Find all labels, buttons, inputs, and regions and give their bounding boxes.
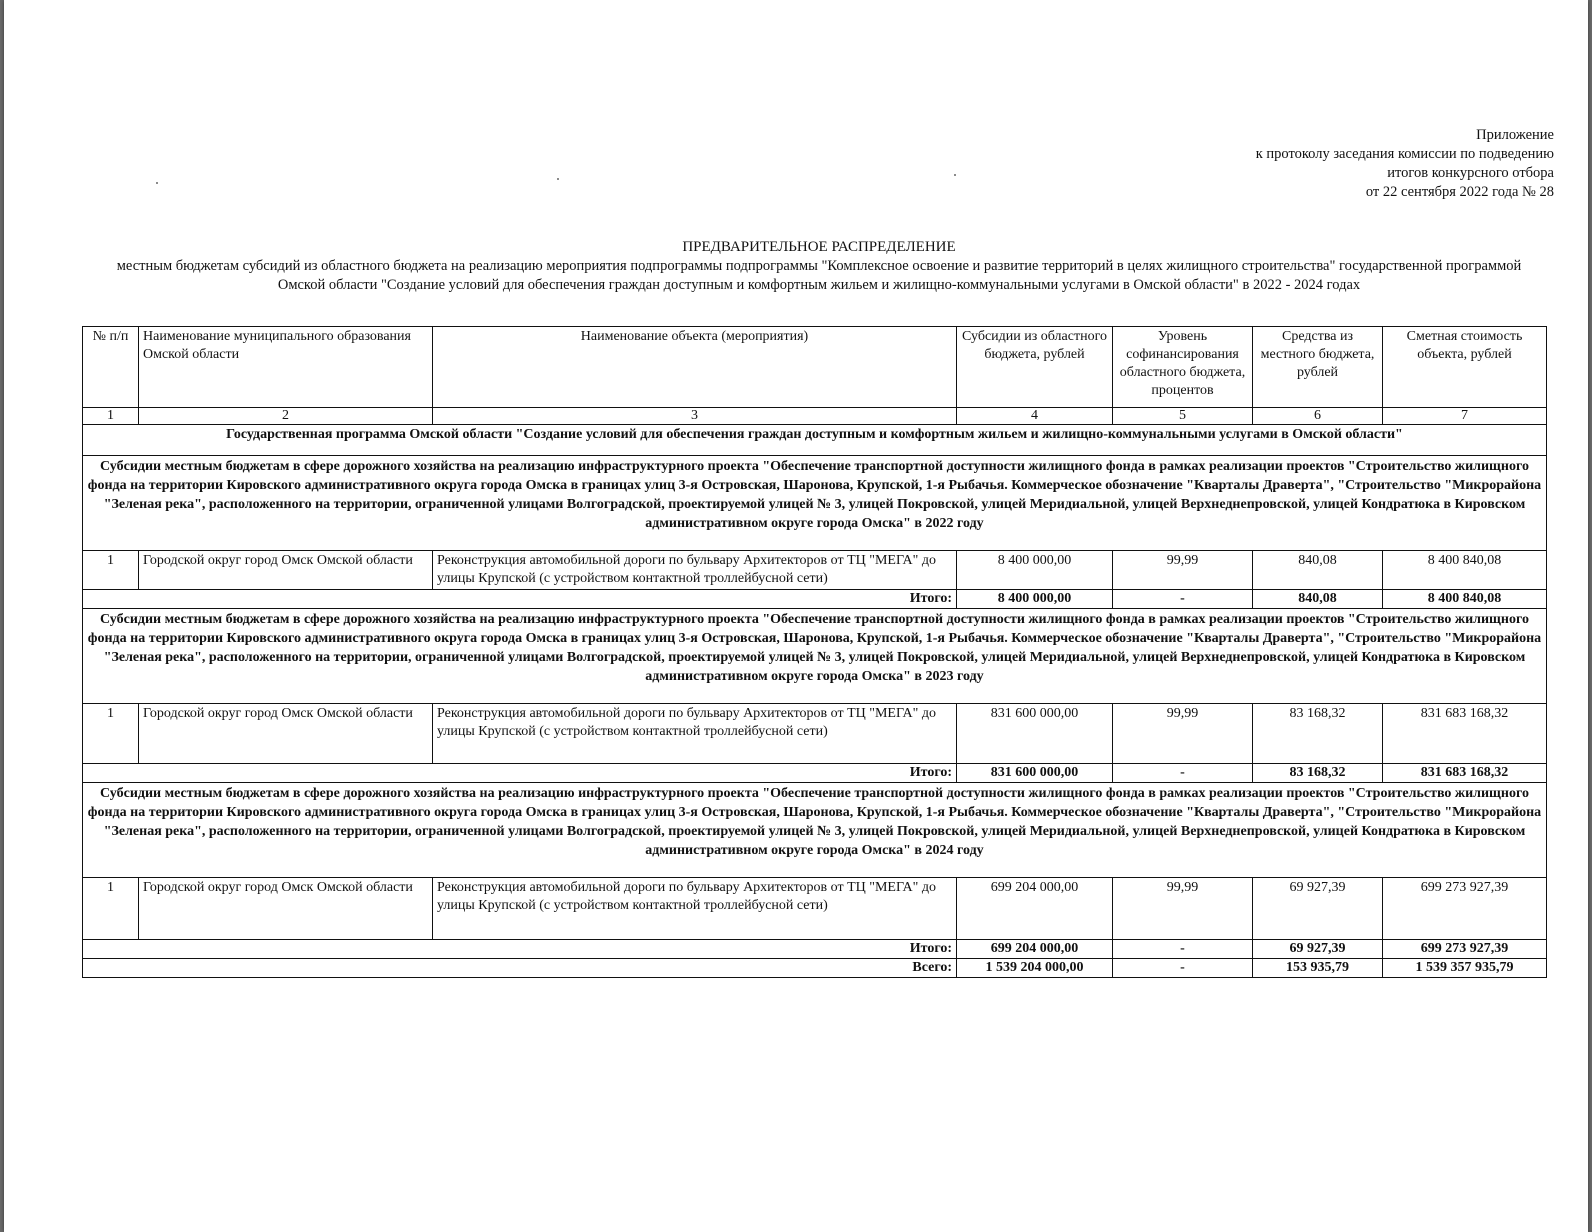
section-title: Субсидии местным бюджетам в сфере дорожного хозяйства на реализацию инфраструктурного проекта "Обеспечение транспортной доступности жилищного фонда в рамках реализации проектов "Строительство жилищного фонда на территории Кировского административного округа города Омска в границах улиц 3-я Островская, Шаронова, Крупской, 1-я Рыбачья. Коммерческое обозначение "Кварталы Драверта", "Строительство "Микрорайона "Зеленая река", расположенного на территории, ограниченной улицами Волгоградской, проектируемой улицей № 3, улицей Покровской, улицей Меридиальной, улицей Верхнеднепровской, улицей Кондратюка в Кировском административном округе города Омска" в 2023 году [83, 609, 1547, 704]
header-cell: Наименование объекта (мероприятия) [433, 327, 957, 408]
municipality-cell: Городской округ город Омск Омской области [139, 704, 433, 764]
table-row [83, 551, 1547, 590]
subtotal-level: - [1113, 940, 1253, 959]
column-number: 5 [1113, 408, 1253, 425]
column-number: 1 [83, 408, 139, 425]
local-funds-cell: 83 168,32 [1253, 704, 1383, 764]
cost-cell: 831 683 168,32 [1383, 704, 1547, 764]
column-number: 7 [1383, 408, 1547, 425]
cost-cell: 699 273 927,39 [1383, 878, 1547, 940]
header-cell: Средства из местного бюджета, рублей [1253, 327, 1383, 408]
local-funds-cell: 840,08 [1253, 551, 1383, 590]
grand-total-level: - [1113, 959, 1253, 978]
scan-speck [557, 178, 559, 180]
subtotal-subsidy: 699 204 000,00 [957, 940, 1113, 959]
appendix-line: к протоколу заседания комиссии по подведению [1255, 146, 1554, 162]
cost-cell: 8 400 840,08 [1383, 551, 1547, 590]
section-title: Субсидии местным бюджетам в сфере дорожного хозяйства на реализацию инфраструктурного проекта "Обеспечение транспортной доступности жилищного фонда в рамках реализации проектов "Строительство жилищного фонда на территории Кировского административного округа города Омска в границах улиц 3-я Островская, Шаронова, Крупской, 1-я Рыбачья. Коммерческое обозначение "Кварталы Драверта", "Строительство "Микрорайона "Зеленая река", расположенного на территории, ограниченной улицами Волгоградской, проектируемой улицей № 3, улицей Покровской, улицей Меридиальной, улицей Верхнеднепровской, улицей Кондратюка в Кировском административном округе города Омска" в 2022 году [83, 456, 1547, 551]
object-cell: Реконструкция автомобильной дороги по бульвару Архитекторов от ТЦ "МЕГА" до улицы Крупской (с устройством контактной троллейбусной сети) [433, 551, 957, 590]
column-number: 4 [957, 408, 1113, 425]
subtotal-local: 840,08 [1253, 590, 1383, 609]
appendix-line: от 22 сентября 2022 года № 28 [1365, 184, 1554, 200]
title-main: ПРЕДВАРИТЕЛЬНОЕ РАСПРЕДЕЛЕНИЕ [682, 239, 956, 255]
subtotal-local: 69 927,39 [1253, 940, 1383, 959]
column-number-row [83, 408, 1547, 425]
subtotal-row [83, 590, 1547, 609]
grand-total-cost: 1 539 357 935,79 [1383, 959, 1547, 978]
subtotal-cost: 8 400 840,08 [1383, 590, 1547, 609]
title-subtitle: местным бюджетам субсидий из областного бюджета на реализацию мероприятия подпрограммы подпрограммы "Комплексное освоение и развитие территорий в целях жилищного строительства" государственной программой [116, 258, 1522, 274]
section-title-row [83, 609, 1547, 704]
distribution-table [82, 326, 1547, 978]
subtotal-level: - [1113, 764, 1253, 783]
subtotal-label: Итого: [83, 940, 957, 959]
column-number: 3 [433, 408, 957, 425]
appendix-line: итогов конкурсного отбора [1387, 165, 1554, 181]
header-cell: Субсидии из областного бюджета, рублей [957, 327, 1113, 408]
header-cell: Наименование муниципального образования Омской области [139, 327, 433, 408]
column-number: 6 [1253, 408, 1383, 425]
grand-total-local: 153 935,79 [1253, 959, 1383, 978]
scan-speck [156, 182, 158, 184]
grand-total-label: Всего: [83, 959, 957, 978]
appendix-line: Приложение [1476, 127, 1554, 143]
table-header-row [83, 327, 1547, 408]
municipality-cell: Городской округ город Омск Омской области [139, 878, 433, 940]
subtotal-subsidy: 8 400 000,00 [957, 590, 1113, 609]
level-cell: 99,99 [1113, 551, 1253, 590]
header-cell: Уровень софинансирования областного бюджета, процентов [1113, 327, 1253, 408]
program-title-row [83, 425, 1547, 456]
scan-speck [954, 174, 956, 176]
subtotal-label: Итого: [83, 590, 957, 609]
subtotal-subsidy: 831 600 000,00 [957, 764, 1113, 783]
section-title-row [83, 456, 1547, 551]
section-title-row [83, 783, 1547, 878]
appendix-note [1256, 126, 1554, 202]
level-cell: 99,99 [1113, 878, 1253, 940]
subtotal-label: Итого: [83, 764, 957, 783]
municipality-cell: Городской округ город Омск Омской области [139, 551, 433, 590]
row-number: 1 [83, 551, 139, 590]
object-cell: Реконструкция автомобильной дороги по бульвару Архитекторов от ТЦ "МЕГА" до улицы Крупской (с устройством контактной троллейбусной сети) [433, 704, 957, 764]
level-cell: 99,99 [1113, 704, 1253, 764]
subtotal-level: - [1113, 590, 1253, 609]
column-number: 2 [139, 408, 433, 425]
document-title [84, 238, 1554, 295]
object-cell: Реконструкция автомобильной дороги по бульвару Архитекторов от ТЦ "МЕГА" до улицы Крупской (с устройством контактной троллейбусной сети) [433, 878, 957, 940]
subtotal-row [83, 764, 1547, 783]
subtotal-cost: 831 683 168,32 [1383, 764, 1547, 783]
header-cell: № п/п [83, 327, 139, 408]
row-number: 1 [83, 704, 139, 764]
section-title: Субсидии местным бюджетам в сфере дорожного хозяйства на реализацию инфраструктурного проекта "Обеспечение транспортной доступности жилищного фонда в рамках реализации проектов "Строительство жилищного фонда на территории Кировского административного округа города Омска в границах улиц 3-я Островская, Шаронова, Крупской, 1-я Рыбачья. Коммерческое обозначение "Кварталы Драверта", "Строительство "Микрорайона "Зеленая река", расположенного на территории, ограниченной улицами Волгоградской, проектируемой улицей № 3, улицей Покровской, улицей Меридиальной, улицей Верхнеднепровской, улицей Кондратюка в Кировском административном округе города Омска" в 2024 году [83, 783, 1547, 878]
subtotal-cost: 699 273 927,39 [1383, 940, 1547, 959]
subsidy-cell: 831 600 000,00 [957, 704, 1113, 764]
grand-total-subsidy: 1 539 204 000,00 [957, 959, 1113, 978]
local-funds-cell: 69 927,39 [1253, 878, 1383, 940]
subtotal-local: 83 168,32 [1253, 764, 1383, 783]
title-subtitle: Омской области "Создание условий для обеспечения граждан доступным и комфортным жильем и жилищно-коммунальными услугами в Омской области" в 2022 - 2024 годах [277, 277, 1361, 293]
subsidy-cell: 8 400 000,00 [957, 551, 1113, 590]
subsidy-cell: 699 204 000,00 [957, 878, 1113, 940]
table-row [83, 878, 1547, 940]
grand-total-row [83, 959, 1547, 978]
row-number: 1 [83, 878, 139, 940]
table-row [83, 704, 1547, 764]
subtotal-row [83, 940, 1547, 959]
program-title: Государственная программа Омской области "Создание условий для обеспечения граждан доступным и комфортным жильем и жилищно-коммунальными услугами в Омской области" [83, 425, 1547, 456]
header-cell: Сметная стоимость объекта, рублей [1383, 327, 1547, 408]
